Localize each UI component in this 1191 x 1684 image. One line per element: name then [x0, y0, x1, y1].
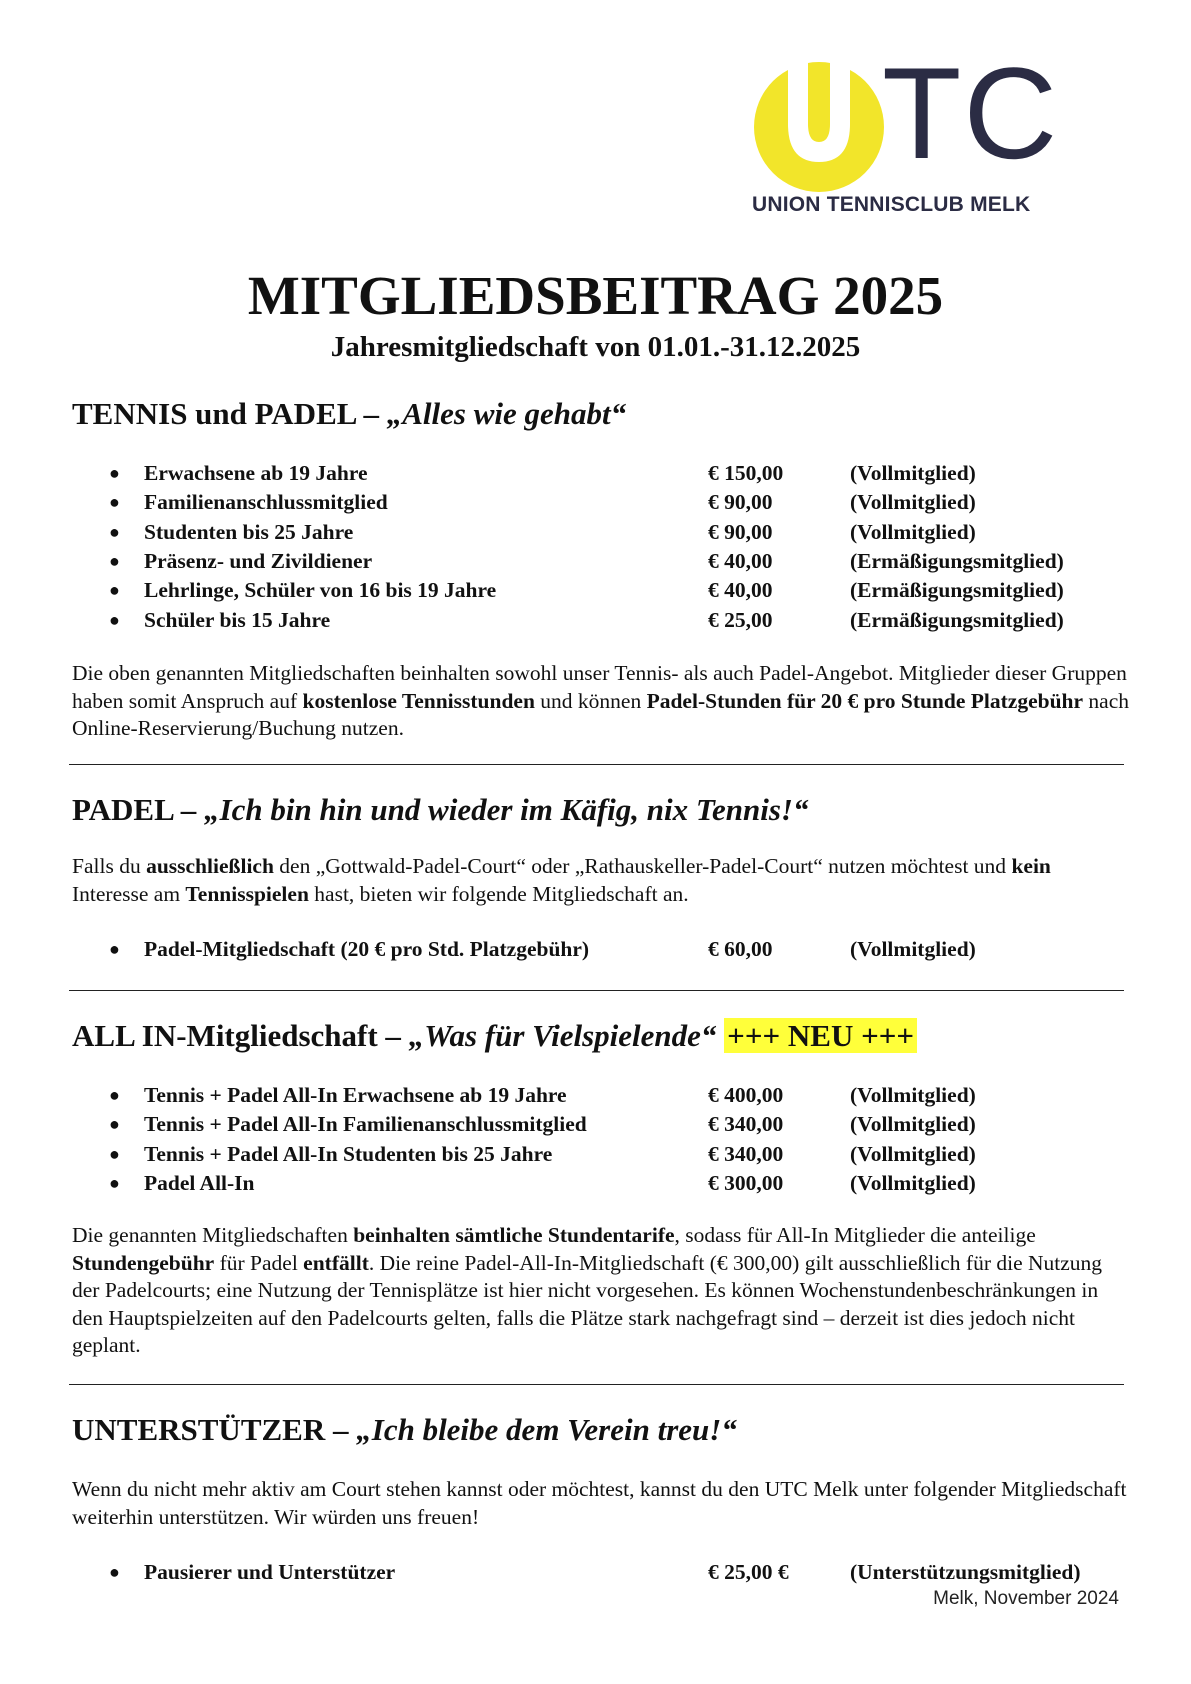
page-title: MITGLIEDSBEITRAG 2025	[247, 265, 944, 326]
paragraph-text: und können	[534, 688, 647, 713]
bullet-icon: ●	[109, 610, 120, 630]
item-label: Pausierer und Unterstützer	[144, 1560, 396, 1584]
item-price: € 40,00	[708, 578, 773, 602]
item-price: € 90,00	[708, 490, 773, 514]
paragraph-bold: entfällt	[303, 1250, 369, 1275]
list-item	[72, 1110, 1132, 1139]
heading-quote: „Ich bin hin und wieder im Käfig, nix Tennis!“	[204, 792, 809, 827]
item-price: € 60,00	[708, 937, 773, 961]
item-category: (Vollmitglied)	[850, 461, 976, 485]
item-price: € 300,00	[708, 1171, 784, 1195]
item-price: € 400,00	[708, 1083, 784, 1107]
item-label: Tennis + Padel All-In Familienanschlussmitglied	[144, 1112, 587, 1136]
bullet-icon: ●	[109, 551, 120, 571]
paragraph-bold: kein	[1011, 854, 1051, 878]
section-paragraph	[72, 660, 1132, 743]
footer-date: Melk, November 2024	[933, 1588, 1119, 1609]
tennis-ball-u-icon	[754, 62, 884, 192]
paragraph-text: , sodass für All-In Mitglieder die anteilige	[674, 1223, 1036, 1247]
item-category: (Vollmitglied)	[850, 1083, 976, 1107]
item-price: € 340,00	[708, 1112, 784, 1136]
heading-quote: „Ich bleibe dem Verein treu!“	[356, 1412, 737, 1447]
item-price: € 25,00	[708, 608, 773, 632]
heading-quote: „Alles wie gehabt“	[386, 396, 627, 431]
paragraph-text: den „Gottwald-Padel-Court“ oder „Rathauskeller-Padel-Court“ nutzen möchtest und	[273, 854, 1012, 878]
list-item	[72, 547, 1132, 576]
paragraph-text: nach Online-Reservierung/Buchung nutzen.	[72, 688, 1129, 740]
list-item	[72, 606, 1132, 635]
logo-subtitle: UNION TENNISCLUB MELK	[752, 193, 1031, 216]
section-divider	[69, 990, 1124, 991]
item-category: (Vollmitglied)	[850, 490, 976, 514]
section-paragraph	[72, 853, 1132, 908]
list-item	[72, 488, 1132, 517]
item-category: (Vollmitglied)	[850, 1112, 976, 1136]
list-item	[72, 1558, 1132, 1587]
item-price: € 25,00 €	[708, 1560, 789, 1584]
item-price: € 40,00	[708, 549, 773, 573]
section-heading-tennis-padel	[72, 396, 626, 432]
bullet-icon: ●	[109, 492, 120, 512]
bullet-icon: ●	[109, 1173, 120, 1193]
list-item	[72, 1140, 1132, 1169]
heading-text: TENNIS und PADEL –	[72, 396, 387, 431]
list-item	[72, 1169, 1132, 1198]
heading-quote: „Was für Vielspielende“	[408, 1018, 717, 1053]
list-item	[72, 935, 1132, 964]
list-item	[72, 576, 1132, 605]
item-label: Padel-Mitgliedschaft (20 € pro Std. Platzgebühr)	[144, 937, 590, 961]
section-heading-all-in	[72, 1018, 917, 1054]
item-category: (Unterstützungsmitglied)	[850, 1560, 1081, 1584]
bullet-icon: ●	[109, 939, 120, 959]
paragraph-bold: ausschließlich	[146, 854, 274, 878]
item-category: (Ermäßigungsmitglied)	[850, 549, 1064, 573]
paragraph-bold: beinhalten sämtliche Stundentarife	[353, 1223, 675, 1247]
bullet-icon: ●	[109, 463, 120, 483]
item-label: Schüler bis 15 Jahre	[144, 608, 331, 632]
section-heading-padel	[72, 792, 808, 828]
heading-text: UNTERSTÜTZER –	[72, 1412, 357, 1447]
paragraph-text: Falls du	[72, 854, 147, 878]
item-label: Tennis + Padel All-In Studenten bis 25 Jahre	[144, 1142, 553, 1166]
section-heading-supporter	[72, 1412, 737, 1448]
bullet-icon: ●	[109, 522, 120, 542]
list-item	[72, 459, 1132, 488]
item-price: € 90,00	[708, 520, 773, 544]
paragraph-bold: kostenlose Tennisstunden	[302, 688, 535, 713]
new-badge: +++ NEU +++	[724, 1018, 917, 1053]
heading-text: PADEL –	[72, 792, 205, 827]
bullet-icon: ●	[109, 1085, 120, 1105]
item-category: (Ermäßigungsmitglied)	[850, 608, 1064, 632]
utc-logo	[740, 40, 1060, 222]
bullet-icon: ●	[109, 1562, 120, 1582]
paragraph-text: für Padel	[214, 1250, 304, 1275]
bullet-icon: ●	[109, 1144, 120, 1164]
section-paragraph	[72, 1222, 1132, 1360]
item-category: (Vollmitglied)	[850, 937, 976, 961]
item-category: (Ermäßigungsmitglied)	[850, 578, 1064, 602]
item-label: Erwachsene ab 19 Jahre	[144, 461, 368, 485]
paragraph-text: Interesse am	[72, 881, 186, 906]
item-category: (Vollmitglied)	[850, 1171, 976, 1195]
item-price: € 340,00	[708, 1142, 784, 1166]
list-item	[72, 1081, 1132, 1110]
paragraph-text: Die genannten Mitgliedschaften	[72, 1223, 354, 1247]
item-category: (Vollmitglied)	[850, 520, 976, 544]
paragraph-bold: Tennisspielen	[185, 881, 309, 906]
paragraph-text: hast, bieten wir folgende Mitgliedschaft an.	[308, 881, 689, 906]
section-paragraph: Wenn du nicht mehr aktiv am Court stehen kannst oder möchtest, kannst du den UTC Melk unter folgender Mitgliedschaft weiterhin unterstützen. Wir würden uns freuen!	[72, 1477, 1127, 1529]
paragraph-bold: Stundengebühr	[72, 1250, 215, 1275]
heading-text: ALL IN-Mitgliedschaft –	[72, 1018, 409, 1053]
bullet-icon: ●	[109, 1114, 120, 1134]
item-category: (Vollmitglied)	[850, 1142, 976, 1166]
item-label: Familienanschlussmitglied	[144, 490, 388, 514]
item-label: Präsenz- und Zivildiener	[144, 549, 373, 573]
paragraph-text: Die oben genannten Mitgliedschaften beinhalten sowohl unser Tennis- als auch Padel-Angebot. Mitglieder dieser Gruppen haben somit Anspruch auf	[72, 661, 1127, 713]
list-item	[72, 518, 1132, 547]
bullet-icon: ●	[109, 580, 120, 600]
logo-letters: TC	[882, 40, 1060, 186]
section-divider	[69, 764, 1124, 765]
item-label: Lehrlinge, Schüler von 16 bis 19 Jahre	[144, 578, 497, 602]
item-label: Studenten bis 25 Jahre	[144, 520, 354, 544]
paragraph-bold: Padel-Stunden für 20 € pro Stunde Platzgebühr	[646, 688, 1084, 713]
item-label: Padel All-In	[144, 1171, 255, 1195]
item-price: € 150,00	[708, 461, 784, 485]
paragraph-text: . Die reine Padel-All-In-Mitgliedschaft (€ 300,00) gilt ausschließlich für die Nutzung der Padelcourts; eine Nutzung der Tennisplätze ist hier nicht vorgesehen. Es können Wochenstundenbeschränkungen in den Hauptspielzeiten auf den Padelcourts gelten, falls die Plätze stark nachgefragt sind – derzeit ist dies jedoch nicht geplant.	[72, 1250, 1103, 1357]
page-subtitle: Jahresmitgliedschaft von 01.01.-31.12.2025	[330, 331, 861, 363]
section-divider	[69, 1384, 1124, 1385]
item-label: Tennis + Padel All-In Erwachsene ab 19 Jahre	[144, 1083, 567, 1107]
